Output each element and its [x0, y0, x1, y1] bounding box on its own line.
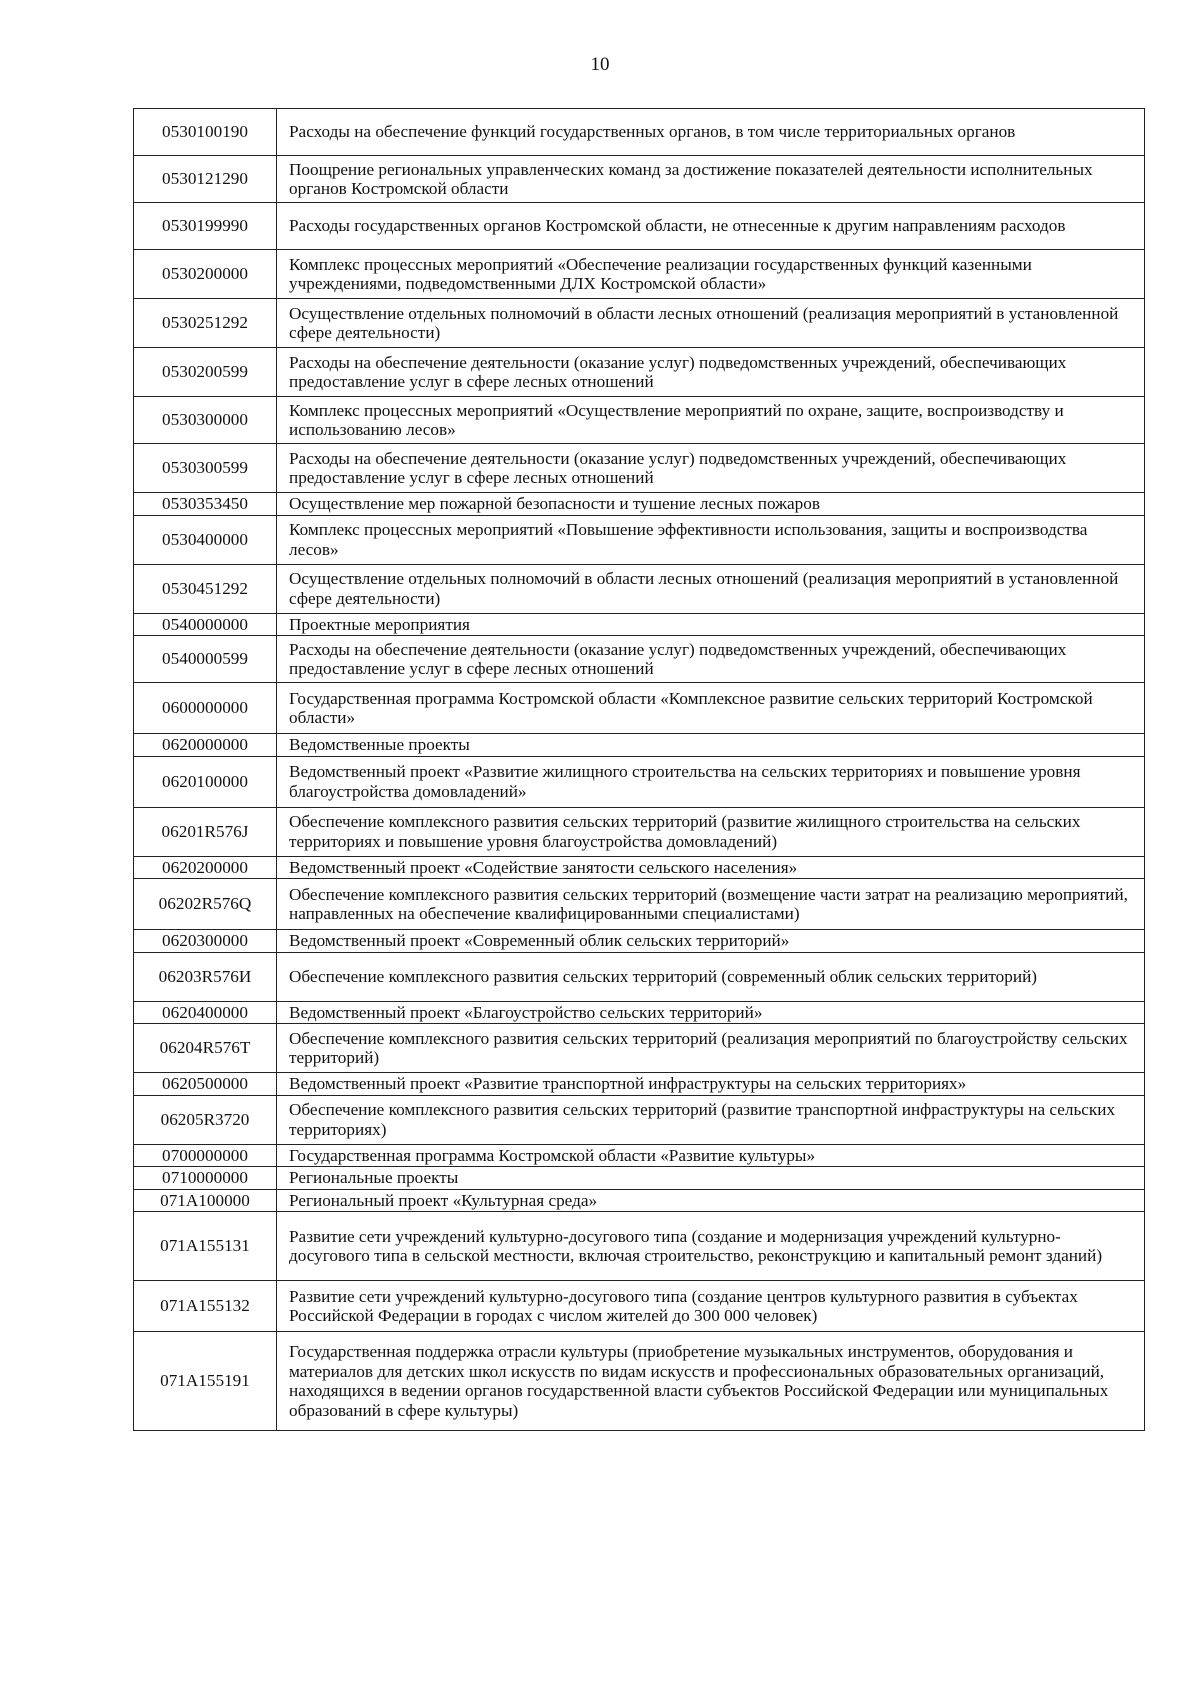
description-cell: Обеспечение комплексного развития сельских территорий (реализация мероприятий по благоустройству сельских территорий)	[277, 1024, 1145, 1073]
description-cell: Комплекс процессных мероприятий «Повышение эффективности использования, защиты и воспроизводства лесов»	[277, 515, 1145, 564]
description-cell: Комплекс процессных мероприятий «Осуществление мероприятий по охране, защите, воспроизводству и использованию лесов»	[277, 397, 1145, 444]
budget-code-cell: 0530451292	[134, 564, 277, 613]
budget-code-cell: 071A155132	[134, 1281, 277, 1332]
description-cell: Ведомственный проект «Современный облик сельских территорий»	[277, 930, 1145, 953]
budget-code-cell: 06201R576J	[134, 807, 277, 856]
budget-code-cell: 0540000599	[134, 636, 277, 683]
table-row	[134, 879, 1145, 930]
description-cell: Проектные мероприятия	[277, 613, 1145, 636]
table-body	[134, 109, 1145, 1431]
budget-code-cell: 0620200000	[134, 856, 277, 879]
description-cell: Региональные проекты	[277, 1167, 1145, 1190]
budget-codes-table	[133, 108, 1145, 1431]
table-row	[134, 444, 1145, 493]
table-row	[134, 930, 1145, 953]
table-row	[134, 756, 1145, 807]
table-row	[134, 348, 1145, 397]
budget-code-cell: 0620500000	[134, 1073, 277, 1096]
table-row	[134, 109, 1145, 156]
budget-code-cell: 0710000000	[134, 1167, 277, 1190]
budget-code-cell: 0620300000	[134, 930, 277, 953]
description-cell: Ведомственный проект «Развитие транспортной инфраструктуры на сельских территориях»	[277, 1073, 1145, 1096]
description-cell: Расходы государственных органов Костромской области, не отнесенные к другим направлениям расходов	[277, 203, 1145, 250]
table-row	[134, 564, 1145, 613]
description-cell: Осуществление мер пожарной безопасности и тушение лесных пожаров	[277, 493, 1145, 516]
budget-code-cell: 0530100190	[134, 109, 277, 156]
budget-code-cell: 071A155131	[134, 1212, 277, 1281]
description-cell: Обеспечение комплексного развития сельских территорий (развитие жилищного строительства на сельских территориях и повышение уровня благоустройства домовладений)	[277, 807, 1145, 856]
description-cell: Ведомственный проект «Содействие занятости сельского населения»	[277, 856, 1145, 879]
description-cell: Поощрение региональных управленческих команд за достижение показателей деятельности исполнительных органов Костромской области	[277, 156, 1145, 203]
table-row	[134, 1189, 1145, 1212]
budget-code-cell: 0530300599	[134, 444, 277, 493]
table-row	[134, 493, 1145, 516]
table-row	[134, 807, 1145, 856]
description-cell: Региональный проект «Культурная среда»	[277, 1189, 1145, 1212]
table-row	[134, 636, 1145, 683]
table-row	[134, 1212, 1145, 1281]
description-cell: Обеспечение комплексного развития сельских территорий (развитие транспортной инфраструктуры на сельских территориях)	[277, 1095, 1145, 1144]
table-row	[134, 1001, 1145, 1024]
table-row	[134, 1024, 1145, 1073]
budget-code-cell: 0530200000	[134, 250, 277, 299]
table-row	[134, 299, 1145, 348]
description-cell: Государственная программа Костромской области «Развитие культуры»	[277, 1144, 1145, 1167]
table-row	[134, 734, 1145, 757]
table-row	[134, 1095, 1145, 1144]
description-cell: Комплекс процессных мероприятий «Обеспечение реализации государственных функций казенными учреждениями, подведомственными ДЛХ Костромской области»	[277, 250, 1145, 299]
budget-code-cell: 06204R576T	[134, 1024, 277, 1073]
description-cell: Ведомственный проект «Развитие жилищного строительства на сельских территориях и повышение уровня благоустройства домовладений»	[277, 756, 1145, 807]
description-cell: Осуществление отдельных полномочий в области лесных отношений (реализация мероприятий в установленной сфере деятельности)	[277, 564, 1145, 613]
description-cell: Обеспечение комплексного развития сельских территорий (возмещение части затрат на реализацию мероприятий, направленных на обеспечение квалифицированными специалистами)	[277, 879, 1145, 930]
budget-code-cell: 071A100000	[134, 1189, 277, 1212]
budget-code-cell: 0620400000	[134, 1001, 277, 1024]
budget-code-cell: 0530353450	[134, 493, 277, 516]
table-row	[134, 856, 1145, 879]
budget-code-cell: 0540000000	[134, 613, 277, 636]
budget-code-cell: 0530251292	[134, 299, 277, 348]
table-row	[134, 1332, 1145, 1431]
description-cell: Обеспечение комплексного развития сельских территорий (современный облик сельских территорий)	[277, 952, 1145, 1001]
table-row	[134, 683, 1145, 734]
budget-code-cell: 0530300000	[134, 397, 277, 444]
budget-code-cell: 0530121290	[134, 156, 277, 203]
description-cell: Развитие сети учреждений культурно-досугового типа (создание центров культурного развития в субъектах Российской Федерации в городах с числом жителей до 300 000 человек)	[277, 1281, 1145, 1332]
page-number: 10	[590, 54, 610, 75]
description-cell: Развитие сети учреждений культурно-досугового типа (создание и модернизация учреждений культурно-досугового типа в сельской местности, включая строительство, реконструкцию и капитальный ремонт зданий)	[277, 1212, 1145, 1281]
table-row	[134, 1281, 1145, 1332]
budget-code-cell: 0530199990	[134, 203, 277, 250]
budget-code-cell: 0620000000	[134, 734, 277, 757]
description-cell: Расходы на обеспечение деятельности (оказание услуг) подведомственных учреждений, обеспечивающих предоставление услуг в сфере лесных отношений	[277, 636, 1145, 683]
budget-code-cell: 0530400000	[134, 515, 277, 564]
table-row	[134, 397, 1145, 444]
description-cell: Государственная поддержка отрасли культуры (приобретение музыкальных инструментов, оборудования и материалов для детских школ искусств по видам искусств и профессиональных образовательных организаций, находящихся в ведении органов государственной власти субъектов Российской Федерации или муниципальных образований в сфере культуры)	[277, 1332, 1145, 1431]
budget-code-cell: 071A155191	[134, 1332, 277, 1431]
description-cell: Расходы на обеспечение деятельности (оказание услуг) подведомственных учреждений, обеспечивающих предоставление услуг в сфере лесных отношений	[277, 348, 1145, 397]
table-row	[134, 952, 1145, 1001]
description-cell: Расходы на обеспечение деятельности (оказание услуг) подведомственных учреждений, обеспечивающих предоставление услуг в сфере лесных отношений	[277, 444, 1145, 493]
table-row	[134, 203, 1145, 250]
budget-code-cell: 06205R3720	[134, 1095, 277, 1144]
budget-code-cell: 06203R576И	[134, 952, 277, 1001]
budget-code-cell: 06202R576Q	[134, 879, 277, 930]
budget-code-cell: 0600000000	[134, 683, 277, 734]
description-cell: Государственная программа Костромской области «Комплексное развитие сельских территорий Костромской области»	[277, 683, 1145, 734]
table-row	[134, 156, 1145, 203]
table-row	[134, 1167, 1145, 1190]
table-row	[134, 613, 1145, 636]
description-cell: Ведомственные проекты	[277, 734, 1145, 757]
budget-code-cell: 0700000000	[134, 1144, 277, 1167]
table-row	[134, 1144, 1145, 1167]
table-row	[134, 250, 1145, 299]
description-cell: Осуществление отдельных полномочий в области лесных отношений (реализация мероприятий в установленной сфере деятельности)	[277, 299, 1145, 348]
table-row	[134, 1073, 1145, 1096]
table-row	[134, 515, 1145, 564]
description-cell: Ведомственный проект «Благоустройство сельских территорий»	[277, 1001, 1145, 1024]
budget-code-cell: 0620100000	[134, 756, 277, 807]
description-cell: Расходы на обеспечение функций государственных органов, в том числе территориальных органов	[277, 109, 1145, 156]
budget-code-cell: 0530200599	[134, 348, 277, 397]
